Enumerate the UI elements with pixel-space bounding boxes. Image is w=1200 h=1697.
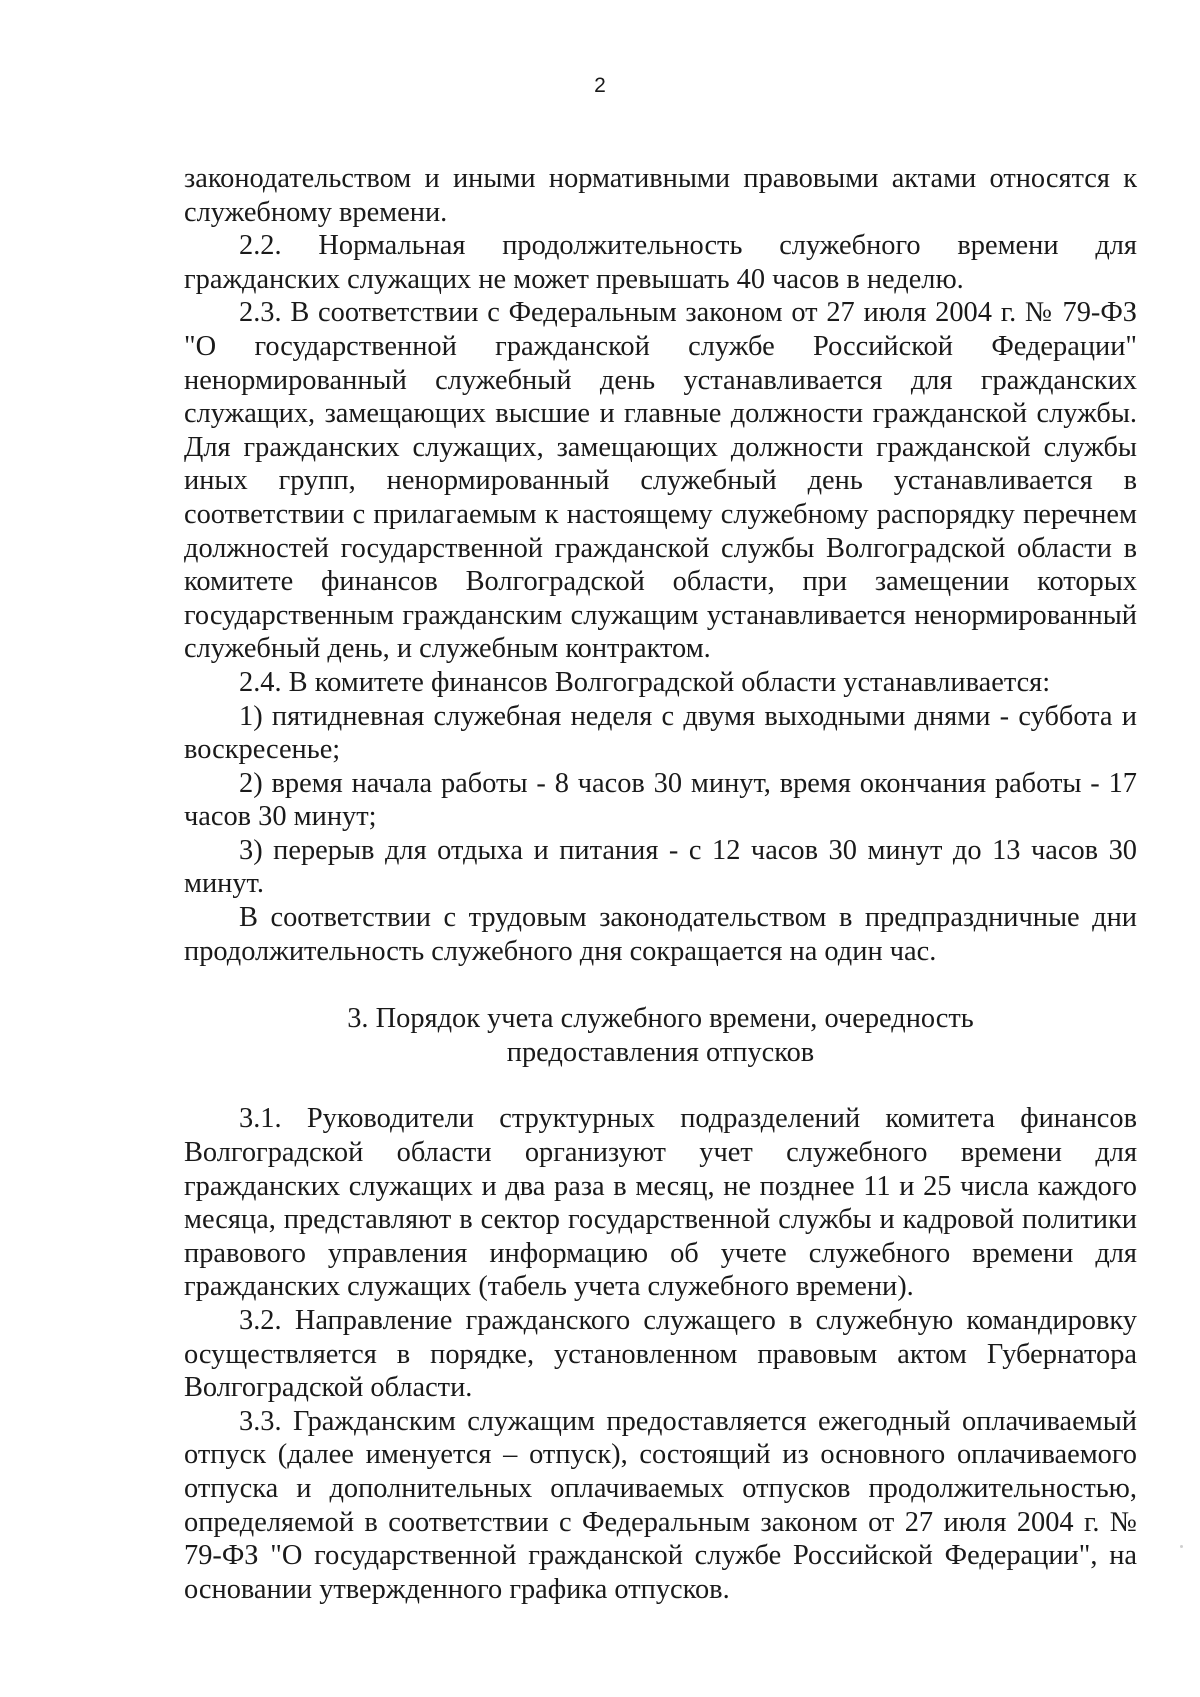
paragraph-continuation: законодательством и иными нормативными правовыми актами относятся к служебному времени.: [184, 163, 1137, 228]
list-item-2: 2) время начала работы - 8 часов 30 минут, время окончания работы - 17 часов 30 минут;: [184, 767, 1137, 833]
list-item-3: 3) перерыв для отдыха и питания - с 12 часов 30 минут до 13 часов 30 минут.: [184, 834, 1137, 900]
paragraph-holiday-note: В соответствии с трудовым законодательством в предпраздничные дни продолжительность служебного дня сокращается на один час.: [184, 902, 1137, 967]
page-number: 2: [594, 74, 606, 97]
section-heading: [184, 1002, 1137, 1069]
scan-speck: [1180, 1545, 1183, 1548]
section-heading-line-2: предоставления отпусков: [506, 1036, 815, 1068]
section-heading-line-1: 3. Порядок учета служебного времени, очередность: [347, 1003, 974, 1035]
paragraph-3-3: 3.3. Гражданским служащим предоставляется ежегодный оплачиваемый отпуск (далее именуется – отпуск), состоящий из основного оплачиваемого отпуска и дополнительных оплачиваемых отпусков продолжительностью, определяемой в соответствии с Федеральным законом от 27 июля 2004 г. № 79-ФЗ "О государственной гражданской службе Российской Федерации", на основании утвержденного графика отпусков.: [184, 1405, 1137, 1605]
paragraph-2-4: 2.4. В комитете финансов Волгоградской области устанавливается:: [239, 666, 1051, 698]
paragraph-3-1: 3.1. Руководители структурных подразделений комитета финансов Волгоградской области организуют учет служебного времени для гражданских служащих и два раза в месяц, не позднее 11 и 25 числа каждого месяца, представляют в сектор государственной службы и кадровой политики правового управления информацию об учете служебного времени для гражданских служащих (табель учета служебного времени).: [184, 1103, 1137, 1303]
paragraph-2-2: 2.2. Нормальная продолжительность служебного времени для гражданских служащих не может превышать 40 часов в неделю.: [184, 230, 1137, 295]
document-body: [184, 162, 1137, 1606]
list-item-1: 1) пятидневная служебная неделя с двумя выходными днями - суббота и воскресенье;: [184, 700, 1137, 766]
paragraph-3-2: 3.2. Направление гражданского служащего в служебную командировку осуществляется в порядке, установленном правовым актом Губернатора Волгоградской области.: [184, 1305, 1137, 1404]
paragraph-2-3: 2.3. В соответствии с Федеральным законом от 27 июля 2004 г. № 79-ФЗ "О государственной гражданской службе Российской Федерации" ненормированный служебный день устанавливается для гражданских служащих, замещающих высшие и главные должности гражданской службы. Для гражданских служащих, замещающих должности гражданской службы иных групп, ненормированный служебный день устанавливается в соответствии с прилагаемым к настоящему служебному распорядку перечнем должностей государственной гражданской службы Волгоградской области в комитете финансов Волгоградской области, при замещении которых государственным гражданским служащим устанавливается ненормированный служебный день, и служебным контрактом.: [184, 297, 1137, 665]
